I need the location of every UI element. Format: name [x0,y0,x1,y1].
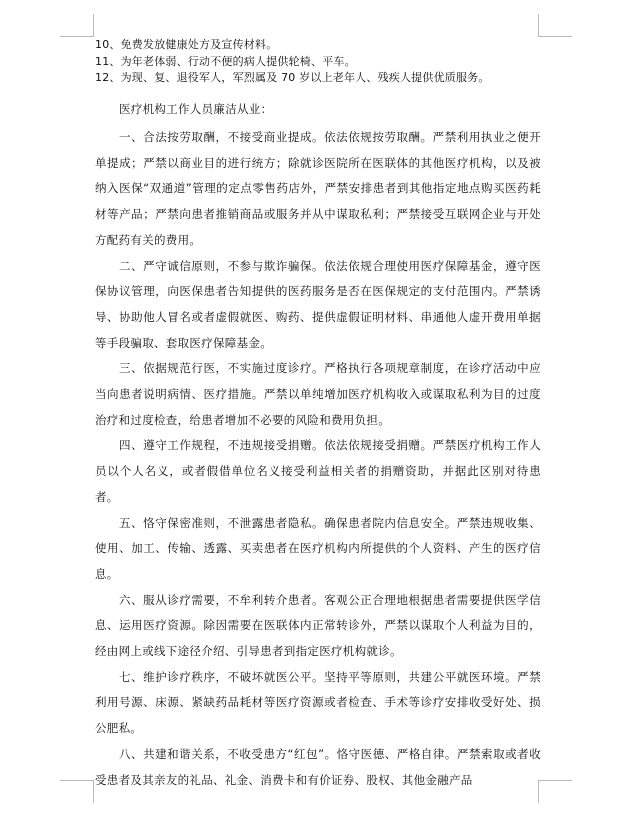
paragraph-4: 四、遵守工作规程，不违规接受捐赠。依法依规接受捐赠。严禁医疗机构工作人员以个人名义，或者假借单位名义接受利益相关者的捐赠资助，并据此区别对待患者。 [95,438,541,504]
paragraph-5: 五、恪守保密准则，不泄露患者隐私。确保患者院内信息安全。严禁违规收集、使用、加工、传输、透露、买卖患者在医疗机构内所提供的个人资料、产生的医疗信息。 [95,515,541,581]
list-item: 12、为现、复、退役军人，军烈属及 70 岁以上老年人、残疾人提供优质服务。 [95,71,490,84]
crop-mark-bottom-left [60,780,94,803]
paragraph-3: 三、依据规范行医，不实施过度诊疗。严格执行各项规章制度，在诊疗活动中应当向患者说明病情、医疗措施。严禁以单纯增加医疗机构收入或谋取私利为目的过度治疗和过度检查，给患者增加不必要的风险和费用负担。 [95,361,541,427]
integrity-section [95,101,541,793]
paragraph-8: 八、共建和谐关系，不收受患方“红包”。恪守医德、严格自律。严禁索取或者收受患者及其亲友的礼品、礼金、消费卡和有价证券、股权、其他金融产品 [95,746,541,787]
paragraph-7: 七、维护诊疗秩序，不破坏就医公平。坚持平等原则，共建公平就医环境。严禁利用号源、床源、紧缺药品耗材等医疗资源或者检查、手术等诊疗安排收受好处、损公肥私。 [95,669,541,736]
paragraph-6: 六、服从诊疗需要，不牟利转介患者。客观公正合理地根据患者需要提供医学信息、运用医疗资源。除因需要在医联体内正常转诊外，严禁以谋取个人利益为目的，经由网上或线下途径介绍、引导患者到指定医疗机构就诊。 [95,592,541,659]
list-item: 10、免费发放健康处方及宣传材料。 [95,38,278,51]
crop-mark-top-left [60,14,94,37]
crop-mark-top-right [538,14,572,37]
section-heading: 医疗机构工作人员廉洁从业： [119,102,273,116]
paragraph-1: 一、合法按劳取酬，不接受商业提成。依法依规按劳取酬。严禁利用执业之便开单提成；严禁以商业目的进行统方；除就诊医院所在医联体的其他医疗机构，以及被纳入医保“双通道”管理的定点零售药店外，严禁安排患者到其他指定地点购买医药耗材等产品；严禁向患者推销商品或服务并从中谋取私利；严禁接受互联网企业与开处方配药有关的费用。 [95,130,541,247]
paragraph-2: 二、严守诚信原则，不参与欺诈骗保。依法依规合理使用医疗保障基金，遵守医保协议管理，向医保患者告知提供的医药服务是否在医保规定的支付范围内。严禁诱导、协助他人冒名或者虚假就医、购药、提供虚假证明材料、串通他人虚开费用单据等手段骗取、套取医疗保障基金。 [95,258,541,350]
crop-mark-bottom-right [538,780,572,803]
list-item: 11、为年老体弱、行动不便的病人提供轮椅、平车。 [95,54,356,68]
service-list [95,37,545,87]
